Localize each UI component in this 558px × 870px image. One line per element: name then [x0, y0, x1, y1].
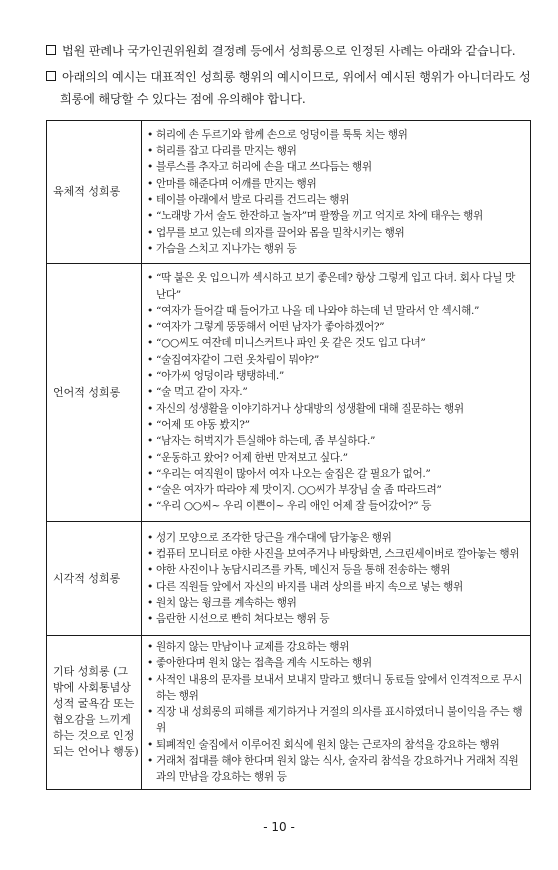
- list-item: • 다른 직원들 앞에서 자신의 바지를 내려 상의를 바지 속으로 넣는 행위: [147, 579, 526, 595]
- table-row: [47, 121, 531, 264]
- intro-paragraph: [46, 40, 538, 62]
- category-cell: 시각적 성희롱: [47, 522, 142, 636]
- list-item: • “술집여자같이 그런 옷차림이 뭐야?”: [147, 352, 526, 368]
- page-number: - 10 -: [263, 820, 295, 834]
- list-item: • “딱 붙은 옷 입으니까 섹시하고 보기 좋은데? 항상 그렇게 입고 다녀. 회사 다닐 맛 난다”: [147, 270, 526, 303]
- intro-text: 아래의의 예시는 대표적인 성희롱 행위의 예시이므로, 위에서 예시된 행위가 아니더라도 성희롱에 해당할 수 있다는 점에 유의해야 합니다.: [60, 70, 531, 106]
- examples-list: [147, 270, 526, 514]
- list-item: • 직장 내 성희롱의 피해를 제기하거나 거절의 의사를 표시하였더니 불이익을 주는 행위: [147, 704, 526, 737]
- list-item: • 자신의 성생활을 이야기하거나 상대방의 성생활에 대해 질문하는 행위: [147, 401, 526, 417]
- list-item: • 사적인 내용의 문자를 보내서 보내지 말라고 했더니 동료들 앞에서 인격적으로 무시하는 행위: [147, 672, 526, 705]
- table-body: [47, 121, 531, 790]
- examples-list: [147, 530, 526, 628]
- list-item: • “여자가 들어갈 때 들어가고 나올 데 나와야 하는데 넌 말라서 안 섹시해.”: [147, 303, 526, 319]
- list-item: • 성기 모양으로 조각한 당근을 개수대에 담가놓은 행위: [147, 530, 526, 546]
- list-item: • 허리를 잡고 다리를 만지는 행위: [147, 143, 526, 159]
- list-item: • 좋아한다며 원치 않는 접촉을 계속 시도하는 행위: [147, 655, 526, 671]
- list-item: • 허리에 손 두르기와 함께 손으로 엉덩이를 툭툭 치는 행위: [147, 127, 526, 143]
- examples-list: [147, 127, 526, 257]
- list-item: • 컴퓨터 모니터로 야한 사진을 보여주거나 바탕화면, 스크린세이버로 깔아놓는 행위: [147, 546, 526, 562]
- table-row: [47, 264, 531, 522]
- list-item: • “노래방 가서 술도 한잔하고 놀자”며 팔짱을 끼고 억지로 차에 태우는 행위: [147, 208, 526, 224]
- category-cell: 언어적 성희롱: [47, 264, 142, 522]
- list-item: • “술은 여자가 따라야 제 맛이지. ○○씨가 부장님 술 좀 따라드려”: [147, 482, 526, 498]
- list-item: • “우리 ○○씨~ 우리 이쁜이~ 우리 애인 어제 잘 들어갔어?” 등: [147, 498, 526, 514]
- list-item: • “아가씨 엉덩이라 탱탱하네.”: [147, 368, 526, 384]
- table-row: [47, 522, 531, 636]
- list-item: • “우리는 여직원이 많아서 여자 나오는 술집은 갈 필요가 없어.”: [147, 466, 526, 482]
- list-item: • “운동하고 왔어? 어제 한번 만져보고 싶다.”: [147, 450, 526, 466]
- list-item: • “여자가 그렇게 뚱뚱해서 어떤 남자가 좋아하겠어?”: [147, 319, 526, 335]
- examples-list: [147, 639, 526, 786]
- list-item: • 원치 않는 윙크를 계속하는 행위: [147, 595, 526, 611]
- harassment-examples-table: [46, 120, 531, 790]
- list-item: • “어제 또 야동 봤지?”: [147, 417, 526, 433]
- list-item: • 야한 사진이나 농담시리즈를 카톡, 메신저 등을 통해 전송하는 행위: [147, 562, 526, 578]
- list-item: • 업무를 보고 있는데 의자를 끌어와 몸을 밀착시키는 행위: [147, 225, 526, 241]
- list-item: • 음란한 시선으로 빤히 쳐다보는 행위 등: [147, 611, 526, 627]
- intro-text: 법원 판례나 국가인권위원회 결정례 등에서 성희롱으로 인정된 사례는 아래와 같습니다.: [62, 44, 516, 58]
- list-item: • “술 먹고 같이 자자.”: [147, 384, 526, 400]
- checkbox-bullet-icon: [46, 71, 56, 81]
- list-item: • 블루스를 추자고 허리에 손을 대고 쓰다듬는 행위: [147, 159, 526, 175]
- list-item: • 테이블 아래에서 발로 다리를 건드리는 행위: [147, 192, 526, 208]
- intro-paragraph: [46, 66, 538, 110]
- examples-cell: [142, 264, 531, 522]
- examples-cell: [142, 636, 531, 790]
- category-cell: 육체적 성희롱: [47, 121, 142, 264]
- intro-section: [46, 40, 538, 114]
- examples-cell: [142, 522, 531, 636]
- list-item: • 퇴폐적인 술집에서 이루어진 회식에 원치 않는 근로자의 참석을 강요하는 행위: [147, 737, 526, 753]
- list-item: • 거래처 접대를 해야 한다며 원치 않는 식사, 술자리 참석을 강요하거나 거래처 직원과의 만남을 강요하는 행위 등: [147, 753, 526, 786]
- list-item: • 안마를 해준다며 어깨를 만지는 행위: [147, 176, 526, 192]
- table-row: [47, 636, 531, 790]
- examples-cell: [142, 121, 531, 264]
- list-item: • 가슴을 스치고 지나가는 행위 등: [147, 241, 526, 257]
- list-item: • “남자는 허벅지가 튼실해야 하는데, 좀 부실하다.”: [147, 433, 526, 449]
- category-cell: 기타 성희롱 (그 밖에 사회통념상 성적 굴욕감 또는 혐오감을 느끼게 하는 것으로 인정되는 언어나 행동): [47, 636, 142, 790]
- list-item: • “○○씨도 여잔데 미니스커트나 파인 옷 같은 것도 입고 다녀”: [147, 335, 526, 351]
- checkbox-bullet-icon: [46, 45, 56, 55]
- list-item: • 원하지 않는 만남이나 교제를 강요하는 행위: [147, 639, 526, 655]
